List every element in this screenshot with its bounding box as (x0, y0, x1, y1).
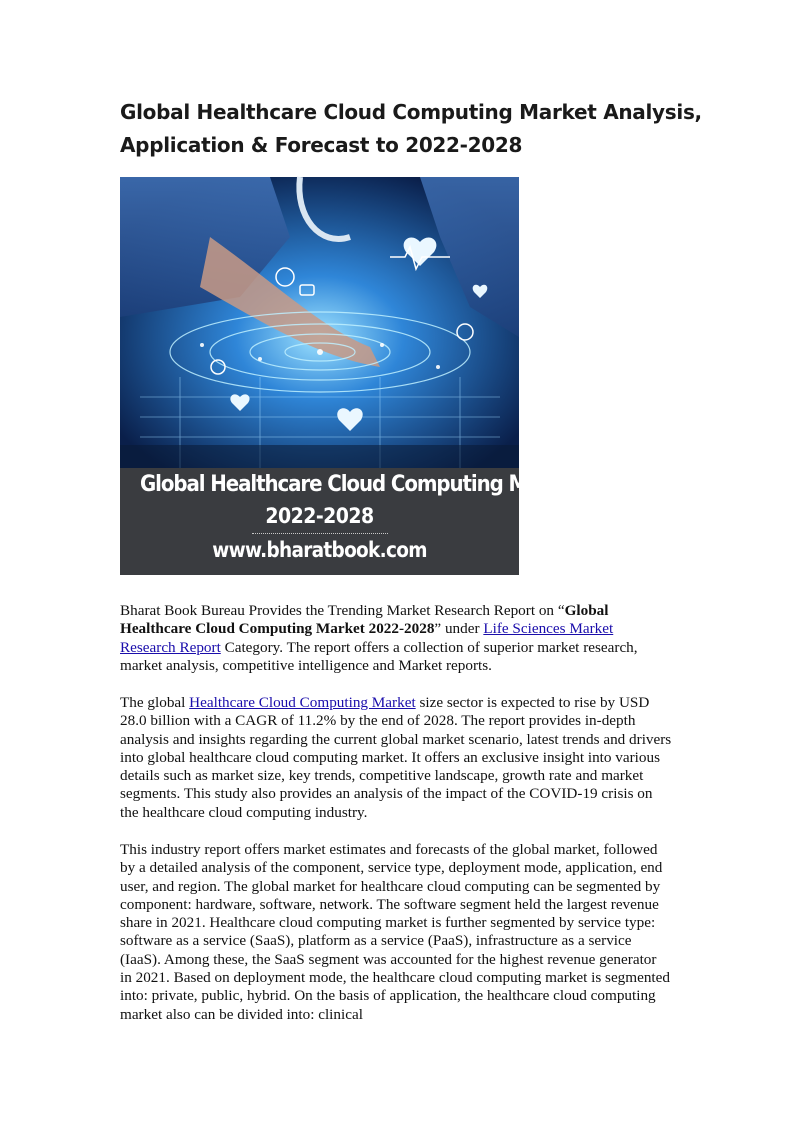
market-size-paragraph (120, 694, 672, 822)
banner-title: Global Healthcare Cloud Computing Market (139, 472, 581, 497)
banner-url: www.bharatbook.com (212, 538, 427, 562)
banner-divider (252, 533, 388, 534)
intro-lead: Bharat Book Bureau Provides the Trending Market Research Report on “ (120, 602, 565, 619)
market-tail: size sector is expected to rise by USD 28.0 billion with a CAGR of 11.2% by the end of 2028. The report provides in-depth analysis and insights regarding the current global market scenario, latest trends and drivers into global healthcare cloud computing market. It offers an exclusive insight into various details such as market size, key trends, competitive landscape, growth rate and market segments. This study also provides an analysis of the impact of the COVID-19 crisis on the healthcare cloud computing industry. (120, 694, 672, 821)
hero-illustration (120, 177, 519, 468)
hero-image (120, 177, 581, 575)
page-title: Global Healthcare Cloud Computing Market Analysis, Application & Forecast to 2022-2028 (120, 100, 702, 157)
market-lead: The global (120, 694, 190, 711)
life-sciences-link[interactable]: Life Sciences Market Research Report (120, 620, 614, 656)
intro-after-bold: ” under (434, 620, 484, 638)
hero-banner (120, 468, 581, 575)
healthcare-cloud-link[interactable]: Healthcare Cloud Computing Market (189, 694, 416, 711)
intro-paragraph (120, 602, 672, 675)
banner-years: 2022-2028 (265, 504, 374, 528)
intro-tail: Category. The report offers a collection of superior market research, market analysis, competitive intelligence and Market reports. (120, 638, 638, 674)
segmentation-paragraph: This industry report offers market estimates and forecasts of the global market, followed by a detailed analysis of the component, service type, deployment mode, application, end user, and region. The global market for healthcare cloud computing can be segmented by component: hardware, software, network. The software segment held the largest revenue share in 2021. Healthcare cloud computing market is further segmented by service type: software as a service (SaaS), platform as a service (PaaS), infrastructure as a service (IaaS). Among these, the SaaS segment was accounted for the highest revenue generator in 2021. Based on deployment mode, the healthcare cloud computing market is segmented into: private, public, hybrid. On the basis of application, the healthcare cloud computing market also can be divided into: clinical (120, 841, 670, 1023)
report-title-bold: Global Healthcare Cloud Computing Market 2022-2028 (120, 602, 609, 638)
